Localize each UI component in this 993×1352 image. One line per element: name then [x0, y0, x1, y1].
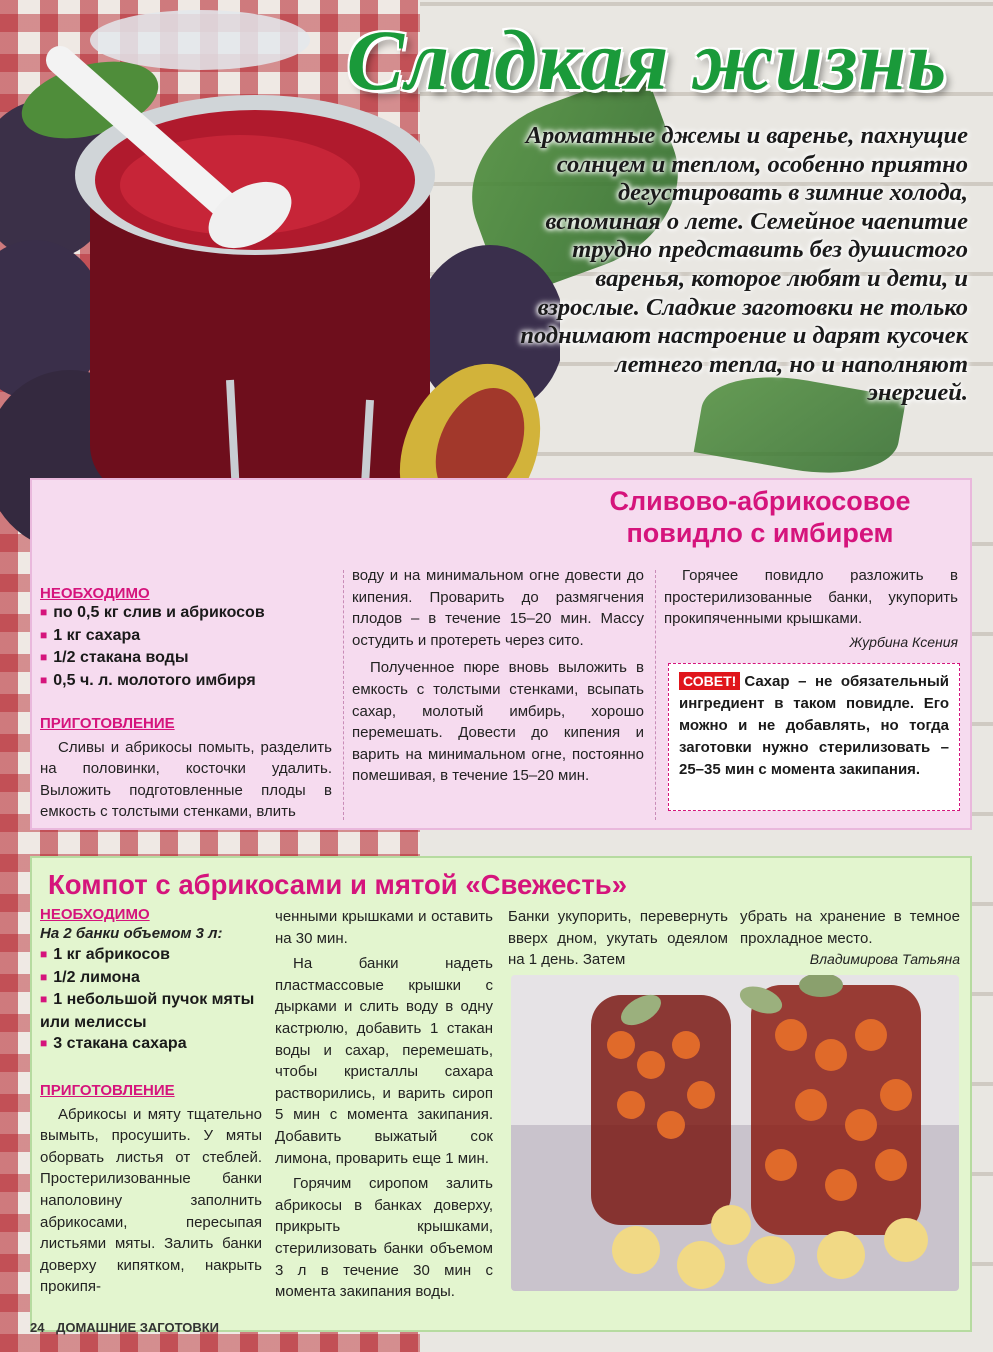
recipe1-title: Сливово-абрикосовое повидло с имбирем [609, 486, 911, 548]
paragraph: убрать на хранение в темное прохладное место. [740, 908, 960, 947]
apricot-compote-photo [511, 975, 959, 1291]
recipe2-column-2 [275, 906, 493, 1303]
recipe1-ingredient-list [40, 602, 340, 692]
paragraph: воду и на минимальном огне довести до кипения. Проварить до размягчения плодов – в течение 15–20 мин. Массу остудить и протереть через сито. [352, 567, 644, 649]
bullet-icon: ■ [40, 650, 48, 664]
paragraph: ченными крышками и оставить на 30 мин. [275, 908, 493, 947]
column-divider [343, 570, 344, 820]
recipe2-title: Компот с абрикосами и мятой «Свежесть» [48, 869, 628, 900]
list-item: ■ по 0,5 кг слив и абрикосов [40, 604, 265, 621]
recipe1-column-3 [664, 565, 958, 653]
page-footer [30, 1320, 330, 1340]
recipe2-ingredient-list [40, 944, 270, 1056]
tip-text: Сахар – не обязательный ингредиент в таком повидле. Его можно и не добавлять, но тогда заготовки нужно стерилизовать – 25–35 мин с момента закипания. [679, 673, 949, 778]
list-item: ■ 0,5 ч. л. молотого имбиря [40, 671, 256, 689]
recipe2-ingredients [40, 906, 270, 1056]
recipe1-column-2 [352, 565, 644, 787]
list-item: ■ 1/2 стакана воды [40, 649, 189, 666]
bullet-icon: ■ [40, 1036, 48, 1050]
page-number: 24 [30, 1320, 45, 1335]
recipe1-prep-label: ПРИГОТОВЛЕНИЕ [40, 715, 175, 732]
bullet-icon: ■ [40, 969, 48, 984]
recipe1-preparation [40, 713, 332, 823]
recipe2-column-4 [740, 906, 960, 971]
bullet-icon: ■ [40, 947, 48, 961]
tip-box [668, 663, 960, 811]
recipe2-preparation [40, 1080, 262, 1298]
bullet-icon: ■ [40, 672, 48, 687]
paragraph: Абрикосы и мяту тщательно вымыть, просушить. У мяты оборвать листья от стеблей. Простерилизованные банки наполовину заполнить абрикосами, пересыпая листьями мяты. Залить банки доверху кипятком, накрыть прокипя- [40, 1105, 262, 1296]
recipe1-ingredients [40, 585, 340, 692]
recipe2-yield: На 2 банки объемом 3 л: [40, 925, 223, 942]
list-item: ■ 1 небольшой пучок мяты или мелиссы [40, 991, 255, 1031]
list-item: ■ 3 стакана сахара [40, 1035, 187, 1052]
list-item: ■ 1/2 лимона [40, 968, 140, 986]
tip-badge: СОВЕТ! [679, 672, 740, 690]
list-item: ■ 1 кг абрикосов [40, 946, 170, 963]
paragraph: Полученное пюре вновь выложить в емкость с толстыми стенками, всыпать сахар, молотый имбирь, хорошо перемешать. Довести до кипения и варить на минимальном огне, постоянно помешивая, в течение 15–20 мин. [352, 659, 644, 785]
paragraph: Сливы и абрикосы помыть, разделить на половинки, косточки удалить. Выложить подготовленные плоды в емкость с толстыми стенками, влить [40, 738, 332, 821]
bullet-icon: ■ [40, 627, 48, 642]
recipe1-author: Журбина Ксения [849, 633, 958, 650]
recipe2-needed-label: НЕОБХОДИМО [40, 906, 150, 923]
paragraph: Горячее повидло разложить в простерилизованные банки, укупорить прокипяченными крышками. [664, 567, 958, 628]
recipe2-author: Владимирова Татьяна [809, 951, 960, 968]
section-name: ДОМАШНИЕ ЗАГОТОВКИ [56, 1320, 219, 1335]
bullet-icon: ■ [40, 992, 48, 1006]
column-divider [655, 570, 656, 820]
recipe2-prep-label: ПРИГОТОВЛЕНИЕ [40, 1082, 175, 1099]
paragraph: Горячим сиропом залить абрикосы в банках доверху, прикрыть крышками, стерилизовать банки объемом 3 л в течение 30 мин с момента закипания воды. [275, 1175, 493, 1301]
bullet-icon: ■ [40, 605, 48, 619]
page-title: Сладкая жизнь [346, 12, 948, 108]
list-item: ■ 1 кг сахара [40, 626, 141, 644]
recipe2-column-3 [508, 906, 728, 971]
recipe1-needed-label: НЕОБХОДИМО [40, 585, 150, 602]
paragraph: На банки надеть пластмассовые крышки с дырками и слить воду в одну кастрюлю, добавить 1 стакан воды и сахар, перемешать, чтобы кристаллы сахара растворились, и варить сироп 5 мин с момента закипания. Добавить выжатый сок лимона, проварить еще 1 мин. [275, 955, 493, 1167]
intro-text: Ароматные джемы и варенье, пахнущие солнцем и теплом, особенно приятно дегустировать в зимние холода, вспоминая о лете. Семейное чаепитие трудно представить без душистого варенья, которое любят и дети, и взрослые. Сладкие заготовки не только поднимают настроение и дарят кусочек летнего тепла, но и наполняют энергией. [520, 122, 968, 407]
paragraph: Банки укупорить, перевернуть вверх дном, укутать одеялом на 1 день. Затем [508, 908, 728, 969]
